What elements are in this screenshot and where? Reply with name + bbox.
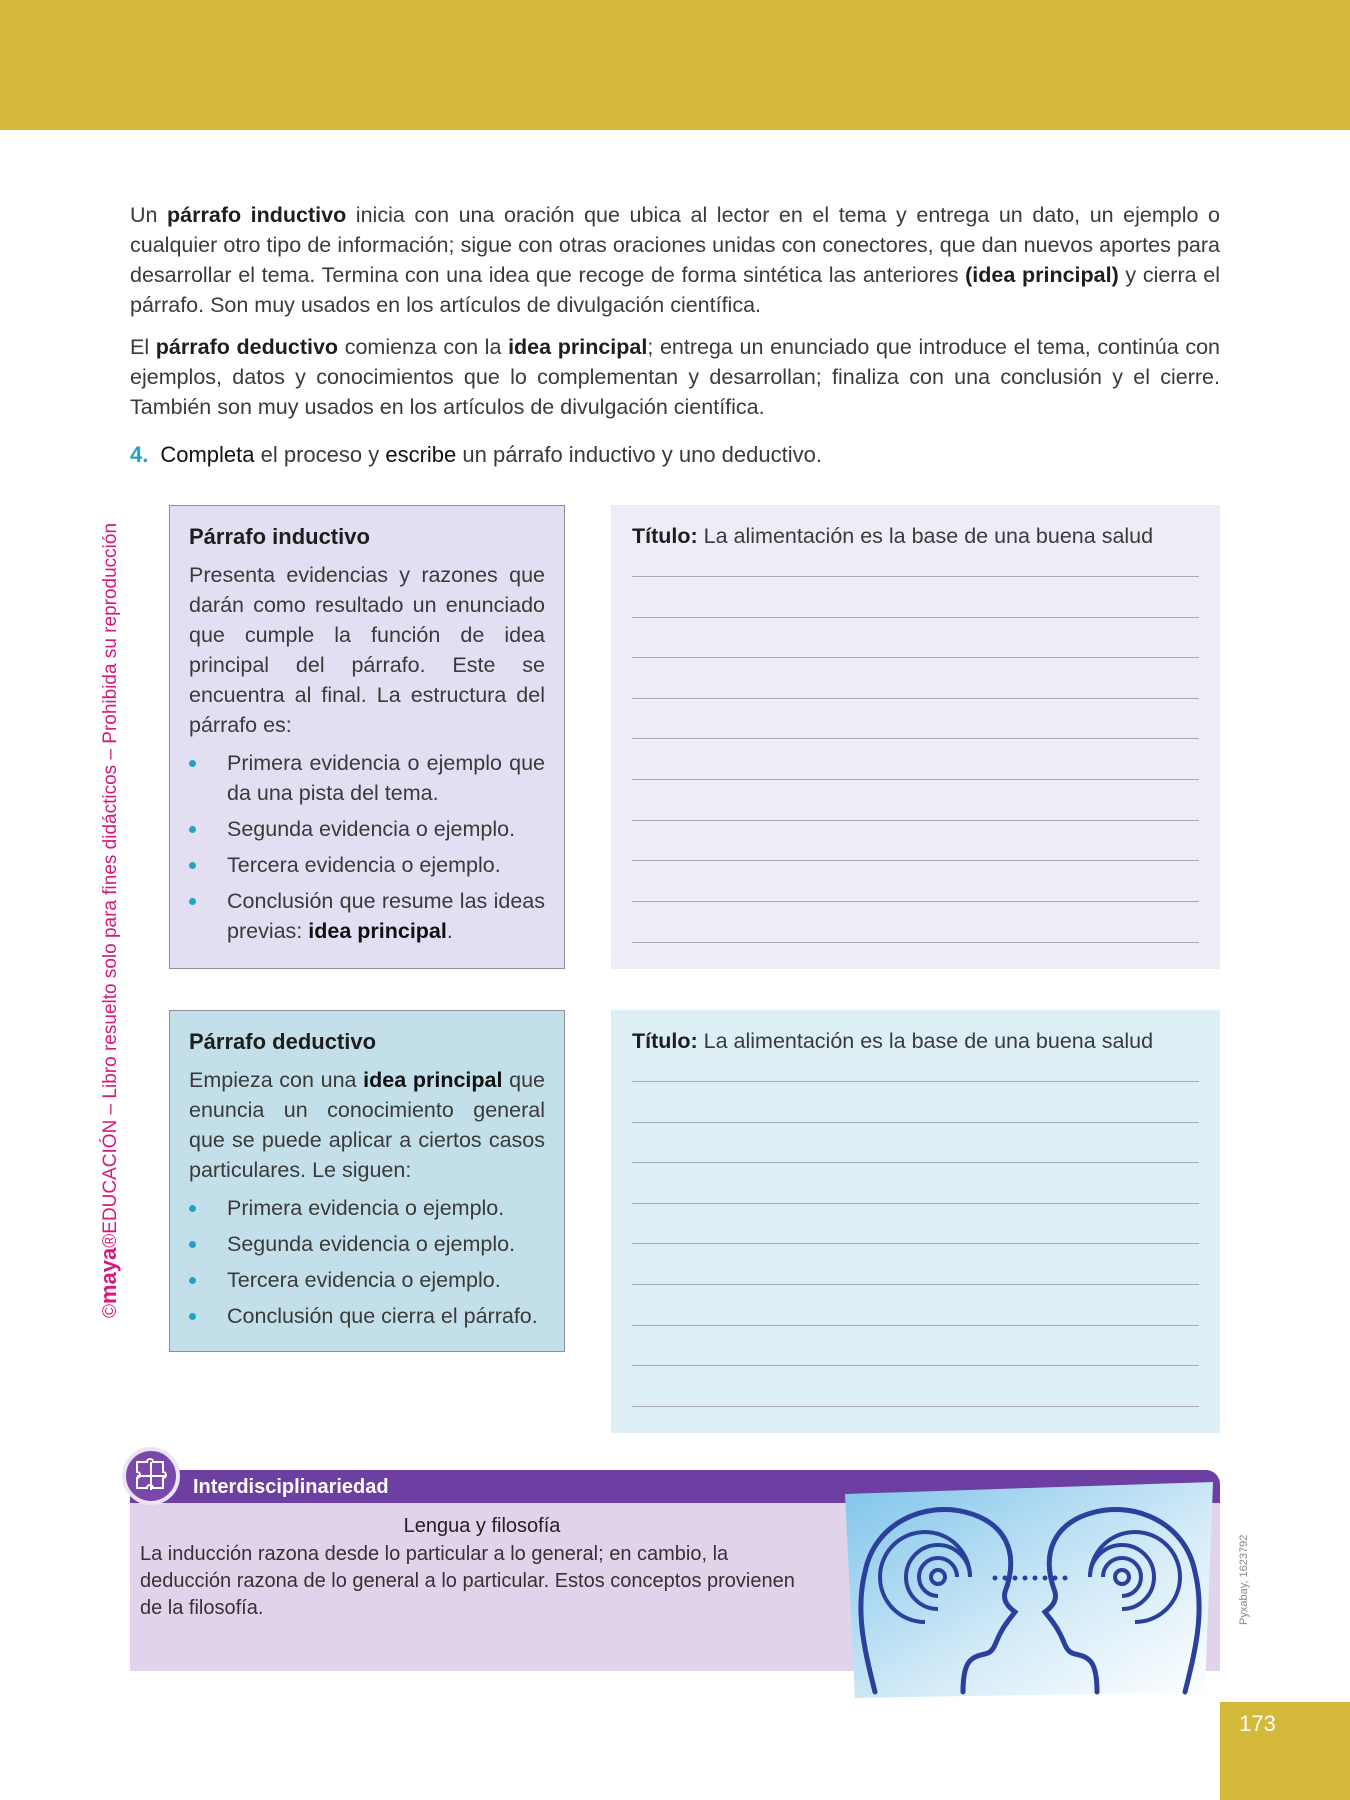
deductive-structure-list bbox=[189, 1193, 545, 1331]
bullet-icon bbox=[189, 760, 196, 767]
inductive-heading: Párrafo inductivo bbox=[189, 524, 370, 549]
bullet-icon bbox=[189, 862, 196, 869]
writing-line[interactable] bbox=[632, 738, 1199, 739]
writing-line[interactable] bbox=[632, 1365, 1199, 1366]
list-item: Primera evidencia o ejemplo que da una pista del tema. bbox=[189, 748, 545, 808]
writing-line[interactable] bbox=[632, 1325, 1199, 1326]
header-band bbox=[0, 0, 1350, 130]
inductive-description: Presenta evidencias y razones que darán como resultado un enunciado que cumple la función de idea principal del párrafo. Este se encuentra al final. La estructura del párrafo es: bbox=[189, 563, 545, 737]
bullet-icon bbox=[189, 826, 196, 833]
writing-line[interactable] bbox=[632, 1203, 1199, 1204]
deductive-heading: Párrafo deductivo bbox=[189, 1029, 377, 1054]
deductive-description: Empieza con una idea principal que enuncia un conocimiento general que se puede aplicar a ciertos casos particulares. Le siguen: bbox=[189, 1068, 545, 1182]
interdisciplinary-text: La inducción razona desde lo particular a lo general; en cambio, la deducción razona de lo general a lo particular. Estos conceptos provienen de la filosofía. bbox=[140, 1543, 795, 1619]
list-item: Segunda evidencia o ejemplo. bbox=[189, 1229, 545, 1259]
list-item: Segunda evidencia o ejemplo. bbox=[189, 814, 545, 844]
inductive-writing-area[interactable] bbox=[611, 505, 1220, 969]
copyright-notice: ©maya®EDUCACIÓN – Libro resuelto solo para fines didácticos – Prohibida su reproducción bbox=[96, 522, 121, 1318]
writing-line[interactable] bbox=[632, 576, 1199, 577]
inductive-title: Título: La alimentación es la base de una buena salud bbox=[632, 524, 1154, 548]
bullet-icon bbox=[189, 1277, 196, 1284]
inductive-info-box bbox=[169, 505, 565, 969]
writing-line[interactable] bbox=[632, 1243, 1199, 1244]
writing-line[interactable] bbox=[632, 901, 1199, 902]
activity-instruction: 4. Completa el proceso y escribe un párrafo inductivo y uno deductivo. bbox=[130, 442, 822, 467]
list-item: Conclusión que resume las ideas previas: idea principal. bbox=[189, 886, 545, 946]
interdisciplinary-subtitle: Lengua y filosofía bbox=[403, 1515, 561, 1537]
inductive-structure-list bbox=[189, 748, 545, 946]
brand-logo-text: maya bbox=[96, 1247, 121, 1304]
heads-maze-illustration bbox=[845, 1482, 1213, 1698]
writing-line[interactable] bbox=[632, 942, 1199, 943]
list-item: Tercera evidencia o ejemplo. bbox=[189, 1265, 545, 1295]
list-item: Tercera evidencia o ejemplo. bbox=[189, 850, 545, 880]
bullet-icon bbox=[189, 1241, 196, 1248]
interdisciplinary-label: Interdisciplinariedad bbox=[193, 1476, 389, 1498]
bullet-icon bbox=[189, 898, 196, 905]
intro-paragraph-deductive: El párrafo deductivo comienza con la idea principal; entrega un enunciado que introduce el tema, continúa con ejemplos, datos y conocimientos que lo complementan y desarrollan; finaliza con una conclusión y el cierre. También son muy usados en los artículos de divulgación científica. bbox=[130, 335, 1220, 419]
writing-line[interactable] bbox=[632, 860, 1199, 861]
deductive-info-box bbox=[169, 1010, 565, 1352]
writing-line[interactable] bbox=[632, 617, 1199, 618]
list-item: Conclusión que cierra el párrafo. bbox=[189, 1301, 545, 1331]
deductive-title: Título: La alimentación es la base de una buena salud bbox=[632, 1029, 1154, 1053]
writing-line[interactable] bbox=[632, 1122, 1199, 1123]
puzzle-icon bbox=[122, 1447, 180, 1505]
deductive-writing-area[interactable] bbox=[611, 1010, 1220, 1433]
list-item: Primera evidencia o ejemplo. bbox=[189, 1193, 545, 1223]
writing-line[interactable] bbox=[632, 820, 1199, 821]
image-credit: Pyxabay, 1623792 bbox=[1238, 1534, 1250, 1625]
activity-number: 4. bbox=[130, 442, 149, 467]
writing-line[interactable] bbox=[632, 779, 1199, 780]
writing-line[interactable] bbox=[632, 698, 1199, 699]
bullet-icon bbox=[189, 1205, 196, 1212]
writing-line[interactable] bbox=[632, 1162, 1199, 1163]
page-number: 173 bbox=[1239, 1711, 1276, 1736]
writing-line[interactable] bbox=[632, 657, 1199, 658]
writing-line[interactable] bbox=[632, 1081, 1199, 1082]
bullet-icon bbox=[189, 1313, 196, 1320]
intro-paragraph-inductive: Un párrafo inductivo inicia con una oración que ubica al lector en el tema y entrega un dato, un ejemplo o cualquier otro tipo de información; sigue con otras oraciones unidas con conectores, que dan nuevos aportes para desarrollar el tema. Termina con una idea que recoge de forma sintética las anteriores (idea principal) y cierra el párrafo. Son muy usados en los artículos de divulgación científica. bbox=[130, 203, 1220, 317]
writing-line[interactable] bbox=[632, 1406, 1199, 1407]
writing-line[interactable] bbox=[632, 1284, 1199, 1285]
